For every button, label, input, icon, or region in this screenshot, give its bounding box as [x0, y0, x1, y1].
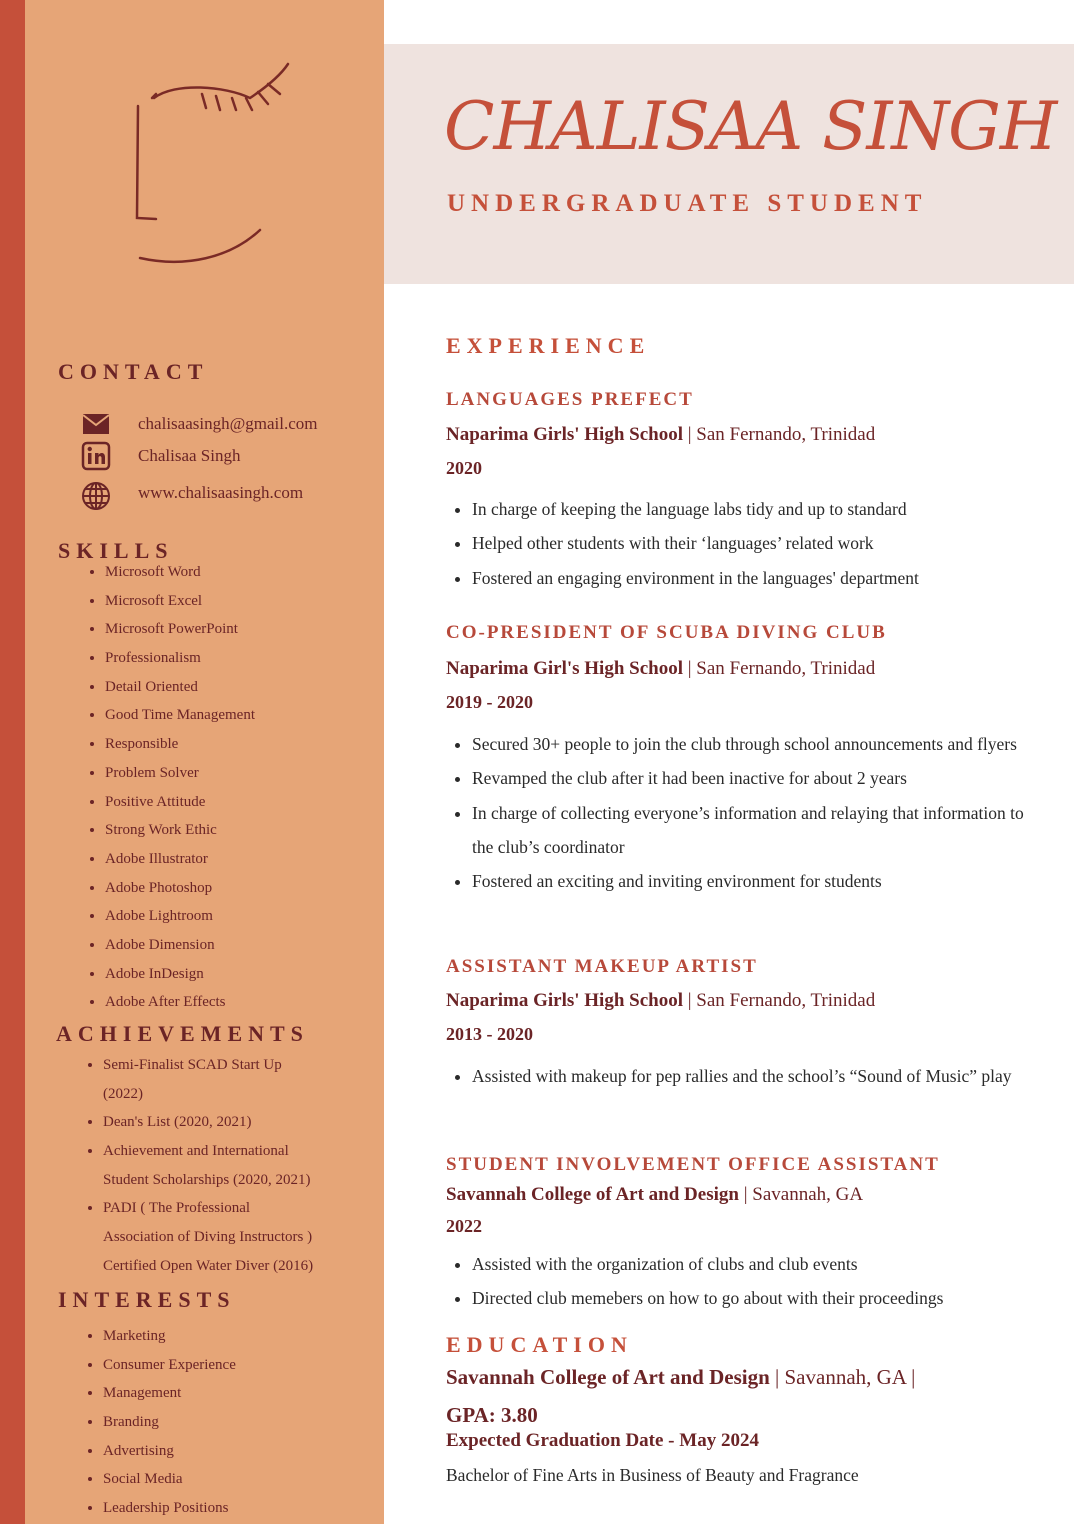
list-item: • Social Media [103, 1465, 236, 1494]
interests-list [85, 1322, 236, 1523]
list-item: • Responsible [105, 730, 255, 759]
education-gpa: GPA: 3.80 [446, 1403, 538, 1427]
job-title: LANGUAGES PREFECT [446, 389, 694, 410]
list-item: Student Scholarships (2020, 2021) [103, 1171, 311, 1188]
skills-list [87, 558, 255, 1017]
list-item: • Microsoft Excel [105, 587, 255, 616]
job-bullet: • Directed club memebers on how to go about with their proceedings [472, 1281, 1072, 1315]
achievements-list [85, 1051, 313, 1281]
job-title: CO-PRESIDENT OF SCUBA DIVING CLUB [446, 622, 887, 643]
list-item: • Adobe InDesign [105, 960, 255, 989]
job-organization: Naparima Girl's High School | San Fernando, Trinidad [446, 658, 876, 679]
contact-website[interactable]: www.chalisaasingh.com [138, 483, 304, 502]
list-item: • PADI ( The Professional [103, 1194, 313, 1223]
candidate-title: UNDERGRADUATE STUDENT [447, 190, 928, 217]
job-bullet: • Assisted with the organization of clubs and club events [472, 1247, 1072, 1281]
list-item: • Dean's List (2020, 2021) [103, 1108, 313, 1137]
education-school: Savannah College of Art and Design | Savannah, GA | [446, 1365, 916, 1389]
list-item: • Problem Solver [105, 759, 255, 788]
list-item: • Semi-Finalist SCAD Start Up [103, 1051, 313, 1080]
list-item: Certified Open Water Diver (2016) [103, 1257, 314, 1274]
job-title: STUDENT INVOLVEMENT OFFICE ASSISTANT [446, 1154, 940, 1175]
job-bullets [446, 727, 1032, 898]
job-date: 2013 - 2020 [446, 1024, 533, 1044]
job-bullet: • Secured 30+ people to join the club through school announcements and flyers [472, 727, 1032, 761]
list-item: • Adobe Lightroom [105, 902, 255, 931]
list-item: • Microsoft PowerPoint [105, 615, 255, 644]
list-item: • Good Time Management [105, 701, 255, 730]
list-item: • Leadership Positions [103, 1494, 236, 1523]
education-heading: EDUCATION [446, 1332, 633, 1357]
list-item: Association of Diving Instructors ) [103, 1229, 313, 1246]
job-date: 2022 [446, 1216, 482, 1236]
job-bullet: • In charge of collecting everyone’s information and relaying that information to the club’s coordinator [472, 796, 1032, 865]
list-item: • Strong Work Ethic [105, 816, 255, 845]
list-item: • Adobe After Effects [105, 988, 255, 1017]
contact-heading: CONTACT [58, 359, 209, 384]
contact-website-row [80, 480, 304, 512]
list-item: • Branding [103, 1408, 236, 1437]
job-date: 2019 - 2020 [446, 692, 533, 712]
job-bullet: • Fostered an engaging environment in the languages' department [472, 561, 1072, 595]
skills-heading: SKILLS [58, 538, 174, 563]
job-organization: Naparima Girls' High School | San Fernando, Trinidad [446, 990, 876, 1011]
face-line-art-icon [130, 58, 300, 270]
list-item: (2022) [103, 1085, 143, 1102]
job-organization: Naparima Girls' High School | San Fernando, Trinidad [446, 424, 876, 445]
job-date: 2020 [446, 458, 482, 478]
list-item: • Adobe Dimension [105, 931, 255, 960]
linkedin-icon [80, 440, 112, 472]
mail-icon [80, 408, 112, 440]
contact-linkedin[interactable]: Chalisaa Singh [138, 446, 241, 465]
education-degree: Bachelor of Fine Arts in Business of Beauty and Fragrance [446, 1465, 859, 1485]
job-bullet: • Fostered an exciting and inviting environment for students [472, 864, 1032, 898]
list-item: • Adobe Photoshop [105, 874, 255, 903]
job-bullet: • In charge of keeping the language labs tidy and up to standard [472, 492, 1072, 526]
job-organization: Savannah College of Art and Design | Savannah, GA [446, 1184, 864, 1205]
experience-heading: EXPERIENCE [446, 333, 651, 358]
interests-heading: INTERESTS [58, 1287, 236, 1312]
job-bullet: • Revamped the club after it had been inactive for about 2 years [472, 761, 1032, 795]
job-bullets [446, 1059, 1032, 1093]
list-item: • Microsoft Word [105, 558, 255, 587]
achievements-heading: ACHIEVEMENTS [56, 1021, 309, 1046]
education-graduation: Expected Graduation Date - May 2024 [446, 1430, 759, 1451]
job-title: ASSISTANT MAKEUP ARTIST [446, 956, 758, 977]
list-item: • Positive Attitude [105, 788, 255, 817]
candidate-name: CHALISAA SINGH [444, 88, 1057, 165]
contact-email-row [80, 408, 318, 440]
contact-linkedin-row [80, 440, 241, 472]
list-item: • Management [103, 1379, 236, 1408]
job-bullet: • Helped other students with their ‘languages’ related work [472, 526, 1072, 560]
contact-email[interactable]: chalisaasingh@gmail.com [138, 414, 318, 433]
list-item: • Marketing [103, 1322, 236, 1351]
list-item: • Adobe Illustrator [105, 845, 255, 874]
list-item: • Achievement and International [103, 1137, 313, 1166]
accent-stripe [0, 0, 25, 1524]
job-bullets [446, 1247, 1072, 1316]
job-bullet: • Assisted with makeup for pep rallies and the school’s “Sound of Music” play [472, 1059, 1032, 1093]
job-bullets [446, 492, 1072, 595]
list-item: • Detail Oriented [105, 673, 255, 702]
globe-icon [80, 480, 112, 512]
list-item: • Professionalism [105, 644, 255, 673]
list-item: • Advertising [103, 1437, 236, 1466]
list-item: • Consumer Experience [103, 1351, 236, 1380]
